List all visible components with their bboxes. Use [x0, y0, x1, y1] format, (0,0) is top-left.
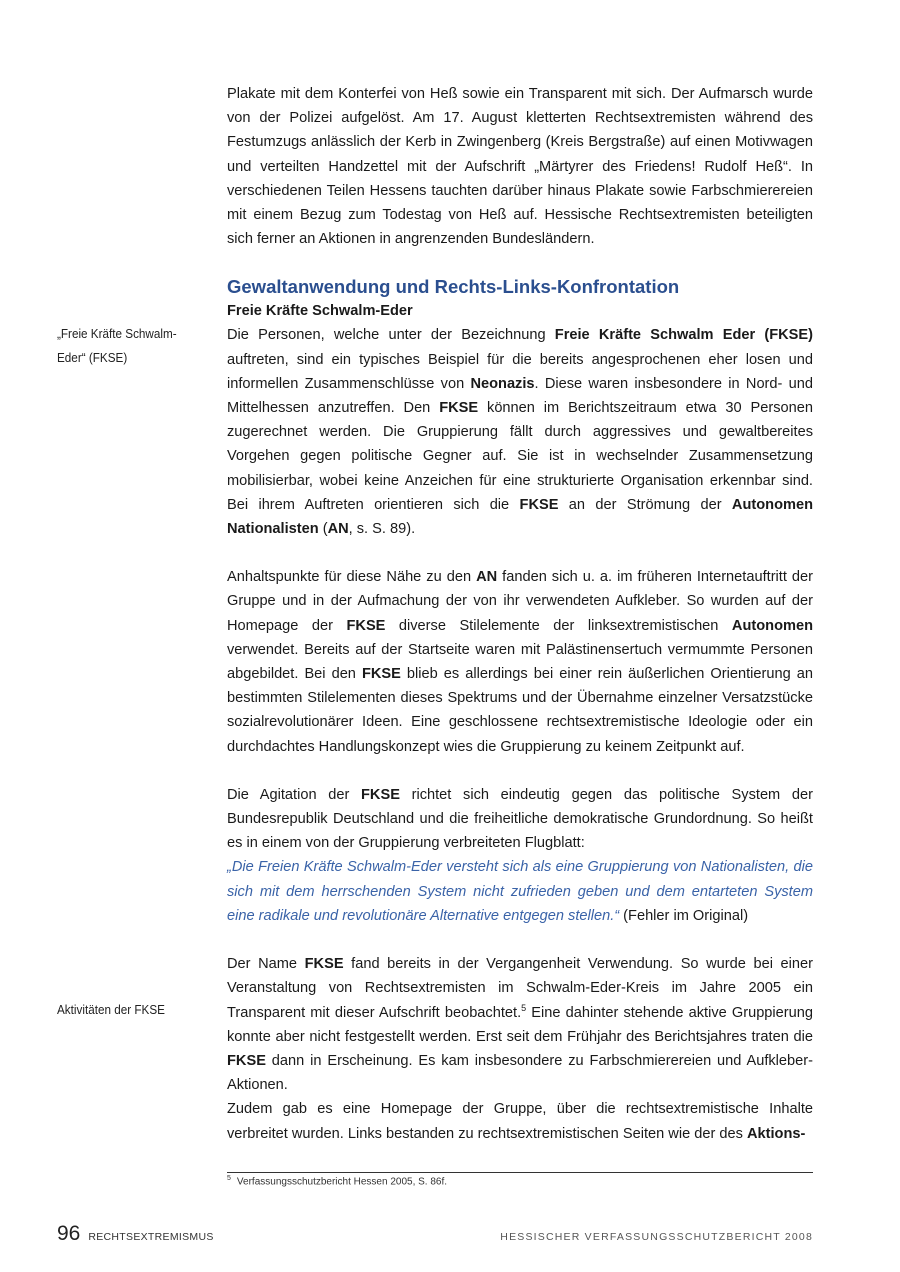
bold-term: AN — [327, 521, 349, 538]
text: Zudem gab es eine Homepage der Gruppe, über die rechtsextremistische Inhalte verbreitet wurden. Links bestanden zu rechtsextremistischen Seiten wie der des — [227, 1101, 813, 1142]
running-section-title: RECHTSEXTREMISMUS — [88, 1231, 214, 1243]
bold-term: AN — [476, 569, 498, 586]
section-heading: Gewaltanwendung und Rechts-Links-Konfrontation — [227, 276, 680, 298]
text: Die Agitation der — [227, 786, 362, 803]
footnote-reference[interactable]: 5 — [521, 1002, 527, 1013]
bold-term: FKSE — [361, 786, 400, 803]
footnote-number: 5 — [227, 1175, 231, 1182]
paragraph-text: Plakate mit dem Konterfei von Heß sowie ein Transparent mit sich. Der Aufmarsch wurde von der Polizei aufgelöst. Am 17. August kletterten Rechtsextremisten während des Festumzugs anlässlich der Kerb in Zwingenberg (Kreis Bergstraße) auf einen Motivwagen und verteilten Handzettel mit der Aufschrift „Märtyrer des Friedens! Rudolf Heß“. In verschiedenen Teilen Hessens tauchten darüber hinaus Plakate sowie Farbschmierereien mit einem Bezug zum Todestag von Heß auf. Hessische Rechtsextremisten beteiligten sich ferner an Aktionen in angrenzenden Bundesländern. — [227, 86, 813, 248]
paragraph-name-history — [227, 952, 813, 1097]
flyer-quote: „Die Freien Kräfte Schwalm-Eder versteht sich als eine Gruppierung von Nationalisten, die sich mit dem herrschenden System nicht zufrieden geben und dem entarteten System eine radikale und revolutionäre Alternative entgegen stellen.“ — [227, 859, 813, 924]
bold-term: FKSE — [519, 496, 559, 513]
bold-term: Neonazis — [470, 375, 535, 392]
running-publication-title: HESSISCHER VERFASSUNGSSCHUTZBERICHT 2008 — [500, 1231, 813, 1243]
bold-term: FKSE — [439, 400, 479, 417]
margin-note-aktivitaeten: Aktivitäten der FKSE — [57, 1002, 165, 1017]
bold-term: Aktions- — [746, 1125, 806, 1142]
text: (Fehler im Original) — [619, 907, 749, 924]
text: Der Name — [227, 956, 305, 973]
footnote — [227, 1175, 447, 1187]
intro-paragraph — [227, 82, 813, 251]
paragraph-fkse-intro — [227, 323, 813, 541]
subheading: Freie Kräfte Schwalm-Eder — [227, 303, 413, 320]
text: ( — [318, 521, 328, 538]
text: verwendet. Bereits auf der Startseite waren mit Palästinensertuch vermummte Personen abgebildet. Bei den — [227, 641, 813, 683]
text: diverse Stilelemente der linksextremistischen — [385, 617, 732, 634]
text: Eine dahinter stehende aktive Gruppierung konnte aber nicht festgestellt werden. Erst seit dem Frühjahr des Berichtsjahres traten die — [227, 1004, 813, 1045]
main-text-column — [227, 82, 813, 1146]
bold-term: Autonomen — [731, 617, 813, 634]
text: fand bereits in der Vergangenheit Verwendung. So wurde bei einer Veranstaltung von Rechtsextremisten im Schwalm-Eder-Kreis im Jahre 2005 ein Transparent mit dieser Aufschrift beobachtet. — [227, 956, 813, 1021]
text: dann in Erscheinung. Es kam insbesondere zu Farbschmierereien und Aufkleber-Aktionen. — [227, 1052, 813, 1094]
text: fanden sich u. a. im früheren Internetauftritt der Gruppe und in der Aufmachung der von ihr verwendeten Aufkleber. So wurden auf der Homepage der — [227, 569, 813, 634]
bold-term: FKSE — [361, 666, 401, 683]
text: blieb es allerdings bei einer rein äußerlichen Orientierung an bestimmten Stilelementen dieses Spektrums und der Übernahme einzelner Versatzstücke sozialrevolutionärer Ideen. Eine geschlossene rechtsextremistische Ideologie oder ein durchdachtes Handlungskonzept wies die Gruppierung zu keinem Zeitpunkt auf. — [227, 666, 813, 755]
text: können im Berichtszeitraum etwa 30 Personen zugerechnet werden. Die Gruppierung fällt durch aggressives und gewaltbereites Vorgehen gegen politische Gegner auf. Sie ist in wechselnder Zusammensetzung mobilisierbar, wobei keine Anzeichen für eine strukturierte Organisation erkennbar sind. Bei ihrem Auftreten orientieren sich die — [227, 400, 813, 513]
text: , s. S. 89). — [348, 521, 416, 538]
bold-term: FKSE — [346, 617, 386, 634]
paragraph-homepage — [227, 1097, 813, 1145]
text: Die Personen, welche unter der Bezeichnung — [227, 327, 555, 344]
margin-note-fkse: „Freie Kräfte Schwalm-Eder“ (FKSE) — [57, 326, 177, 365]
footnote-text: Verfassungsschutzbericht Hessen 2005, S. 86f. — [236, 1176, 448, 1188]
bold-term: FKSE — [304, 956, 344, 973]
text: Anhaltspunkte für diese Nähe zu den — [227, 569, 477, 586]
page-number: 96 — [57, 1222, 81, 1245]
bold-term: Autonomen Nationalisten — [227, 496, 813, 538]
bold-term: FKSE — [227, 1052, 266, 1069]
text: . Diese waren insbesondere in Nord- und Mittelhessen anzutreffen. Den — [227, 375, 813, 417]
paragraph-an-proximity — [227, 565, 813, 759]
footer-left — [57, 1222, 214, 1246]
text: an der Strömung der — [558, 496, 732, 513]
bold-term: Freie Kräfte Schwalm Eder (FKSE) — [554, 327, 813, 344]
text: richtet sich eindeutig gegen das politische System der Bundesrepublik Deutschland und die freiheitliche demokratische Grundordnung. So heißt es in einem von der Gruppierung verbreiteten Flugblatt: — [227, 786, 813, 852]
footnote-divider — [227, 1172, 813, 1173]
text: auftreten, sind ein typisches Beispiel für die bereits angesprochenen eher losen und informellen Zusammenschlüsse von — [227, 351, 813, 392]
paragraph-agitation — [227, 783, 813, 928]
